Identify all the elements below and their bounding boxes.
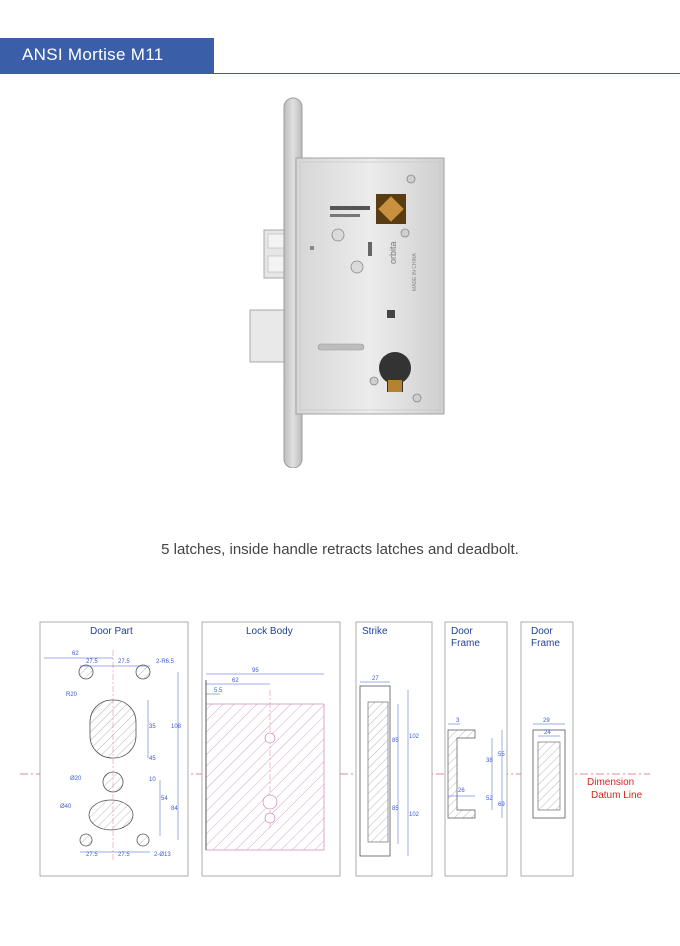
dim-frame2-24: 24 — [544, 730, 551, 736]
door-frame-2-title-1: Door — [531, 626, 553, 637]
product-caption: 5 latches, inside handle retracts latches and deadbolt. — [161, 541, 519, 558]
mortise-lock-photo — [240, 96, 450, 468]
dim-door-275-d: 27.5 — [118, 852, 130, 858]
door-frame-2-title-2: Frame — [531, 638, 560, 649]
dim-frame1-38: 38 — [486, 758, 493, 764]
dim-body-62: 62 — [232, 678, 239, 684]
dim-frame1-26: 26 — [458, 788, 465, 794]
dim-strike-27: 27 — [372, 676, 379, 682]
dim-strike-102-a: 102 — [409, 734, 420, 740]
dim-frame2-29: 29 — [543, 718, 550, 724]
header-divider — [214, 73, 680, 74]
datum-label-1: Dimension — [587, 777, 635, 788]
door-part-title: Door Part — [90, 626, 133, 637]
dim-door-45: 45 — [149, 756, 156, 762]
dim-body-55: 5.5 — [214, 688, 223, 694]
dim-door-d40: Ø40 — [60, 804, 72, 810]
dim-door-54: 54 — [161, 796, 168, 802]
door-frame-1-title-1: Door — [451, 626, 473, 637]
panel-door-frame-1 — [445, 622, 507, 876]
dim-door-62: 62 — [72, 651, 79, 657]
datum-label-2: Datum Line — [591, 790, 643, 801]
dim-door-35: 35 — [149, 724, 156, 730]
panel-door-frame-2 — [521, 622, 573, 876]
page-title: ANSI Mortise M11 — [22, 45, 164, 64]
dim-frame1-52: 52 — [486, 796, 493, 802]
dim-door-d13: 2-Ø13 — [154, 852, 171, 858]
panel-strike — [356, 622, 432, 876]
dim-body-95: 95 — [252, 668, 259, 674]
dim-door-r65: 2-R6.5 — [156, 659, 175, 665]
dim-door-10: 10 — [149, 777, 156, 783]
dim-frame1-55: 55 — [498, 752, 505, 758]
dim-strike-85-a: 85 — [392, 738, 399, 744]
dim-strike-102-b: 102 — [409, 812, 420, 818]
lock-body-title: Lock Body — [246, 626, 293, 637]
dim-strike-85-b: 85 — [392, 806, 399, 812]
dimension-drawing — [0, 610, 680, 890]
dim-door-275-c: 27.5 — [86, 852, 98, 858]
dim-door-108: 108 — [171, 724, 182, 730]
dim-door-275-b: 27.5 — [118, 659, 130, 665]
plate-text: MADE IN CHINA — [412, 253, 418, 291]
dim-door-d20: Ø20 — [70, 776, 82, 782]
dim-frame1-69: 69 — [498, 802, 505, 808]
dim-frame1-3: 3 — [456, 718, 460, 724]
dim-door-84: 84 — [171, 806, 178, 812]
door-frame-1-title-2: Frame — [451, 638, 480, 649]
dim-door-275-a: 27.5 — [86, 659, 98, 665]
strike-title: Strike — [362, 626, 388, 637]
brand-mark: orbita — [388, 241, 398, 264]
dim-door-r20: R20 — [66, 692, 78, 698]
panel-door-part — [40, 622, 188, 876]
panel-lock-body — [202, 622, 340, 876]
